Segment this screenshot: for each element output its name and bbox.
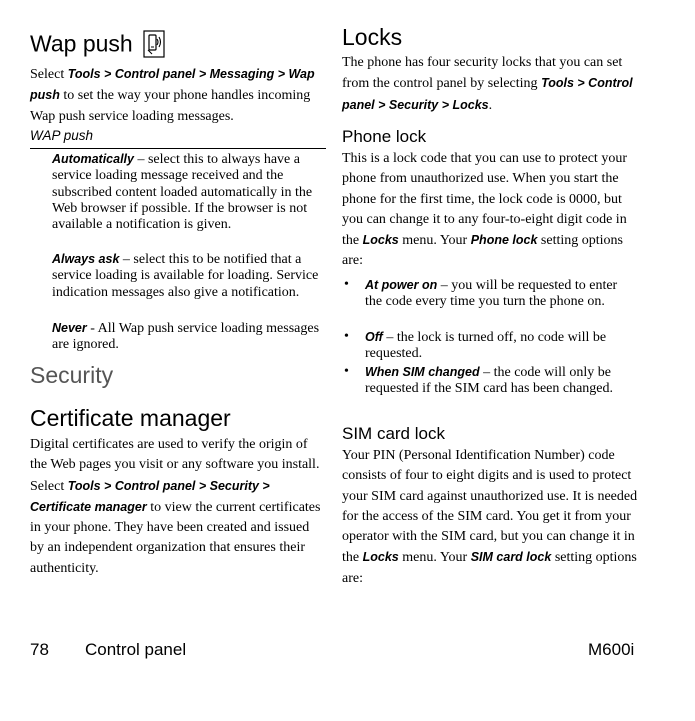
certificate-menu-path: Tools > Control panel > Security > Certificate manager: [30, 478, 270, 514]
bullet-name: Off: [365, 330, 383, 344]
wap-push-intro-prefix: Select: [30, 67, 68, 82]
bullet-marker: •: [344, 277, 349, 292]
bullet-name: At power on: [365, 278, 438, 292]
option-automatically: [52, 151, 326, 233]
option-name: Always ask: [52, 252, 120, 266]
phone-lock-title: Phone lock: [342, 127, 427, 146]
bullet-separator: –: [437, 278, 452, 293]
wap-push-icon: [143, 30, 165, 58]
bullet-content: [365, 364, 637, 398]
certificate-text-prefix: Digital certificates are used to verify the origin of the Web pages you visit or any software you install. Select: [30, 437, 320, 494]
bullet-content: [365, 277, 637, 311]
locks-menu-name: Locks: [362, 233, 399, 248]
phone-lock-setting-name: Phone lock: [470, 233, 538, 248]
wap-push-heading-row: [30, 30, 165, 58]
bullet-separator: –: [479, 365, 494, 380]
bullet-description: you will be requested to enter the code every time you turn the phone on.: [365, 278, 618, 310]
phone-lock-text: [342, 149, 638, 272]
sim-lock-text-mid: menu. Your: [398, 550, 471, 566]
sim-card-lock-setting-name: SIM card lock: [470, 550, 552, 565]
option-separator: -: [86, 321, 98, 336]
phone-lock-text-mid: menu. Your: [398, 233, 471, 249]
footer-model-name: M600i: [588, 640, 635, 659]
phone-lock-text-prefix: This is a lock code that you can use to protect your phone from unauthorized use. When you start the phone for the first time, the lock code is 0000, but you can change it to any four-to-eight digit code in the: [342, 151, 627, 249]
option-description: select this to always have a service loading message received and the subscribed content loaded automatically in the Web browser if possible. If the browser is not available a notification is given.: [52, 152, 313, 233]
phone-lock-text-suffix: setting options are:: [342, 233, 623, 269]
sim-card-lock-text: [342, 446, 638, 589]
wap-push-title: Wap push: [30, 30, 133, 57]
locks-intro: [342, 53, 638, 116]
page-number: 78: [30, 640, 49, 659]
option-never: [52, 320, 326, 354]
option-always-ask: [52, 251, 326, 301]
bullet-marker: •: [344, 364, 349, 379]
locks-text-suffix: .: [488, 97, 493, 113]
security-heading: Security: [30, 362, 114, 388]
sim-card-lock-title: SIM card lock: [342, 424, 445, 443]
locks-menu-path: Tools > Control panel > Security > Locks: [342, 76, 633, 112]
wap-push-menu-path: Tools > Control panel > Messaging > Wap push: [30, 67, 315, 103]
footer-section-name: Control panel: [85, 640, 187, 659]
option-separator: –: [119, 252, 134, 267]
bullet-content: [365, 329, 637, 363]
option-name: Automatically: [52, 152, 134, 166]
bullet-description: the lock is turned off, no code will be requested.: [365, 330, 607, 362]
option-separator: –: [133, 152, 148, 167]
locks-menu-name: Locks: [362, 550, 399, 565]
bullet-separator: –: [382, 330, 397, 345]
wap-push-table-header: WAP push: [30, 128, 94, 143]
sim-lock-text-suffix: setting options are:: [342, 550, 637, 586]
wap-push-intro-suffix: to set the way your phone handles incoming Wap push service loading messages.: [30, 88, 311, 124]
sim-lock-text-prefix: Your PIN (Personal Identification Number) code consists of four to eight digits and is used to protect your SIM card against unauthorized use. It is needed for the access of the SIM card. You get it from your operator with the SIM card, but you can change it in the: [342, 448, 638, 566]
bullet-description: the code will only be requested if the SIM card has been changed.: [365, 365, 614, 397]
certificate-manager-title: Certificate manager: [30, 405, 231, 431]
certificate-manager-text: [30, 435, 326, 579]
table-divider: [30, 148, 326, 149]
option-name: Never: [52, 321, 87, 335]
option-description: All Wap push service loading messages are ignored.: [52, 321, 320, 353]
bullet-name: When SIM changed: [365, 365, 480, 379]
bullet-marker: •: [344, 329, 349, 344]
certificate-text-suffix: to view the current certificates in your phone. They have been created and issued by an independent organization that ensures their authenticity.: [30, 499, 321, 576]
locks-title: Locks: [342, 24, 403, 50]
option-description: select this to be notified that a service loading is available for loading. Service indication messages also give a notification.: [52, 252, 319, 300]
wap-push-intro: [30, 64, 326, 127]
locks-text-prefix: The phone has four security locks that you can set from the control panel by selecting: [342, 55, 623, 92]
